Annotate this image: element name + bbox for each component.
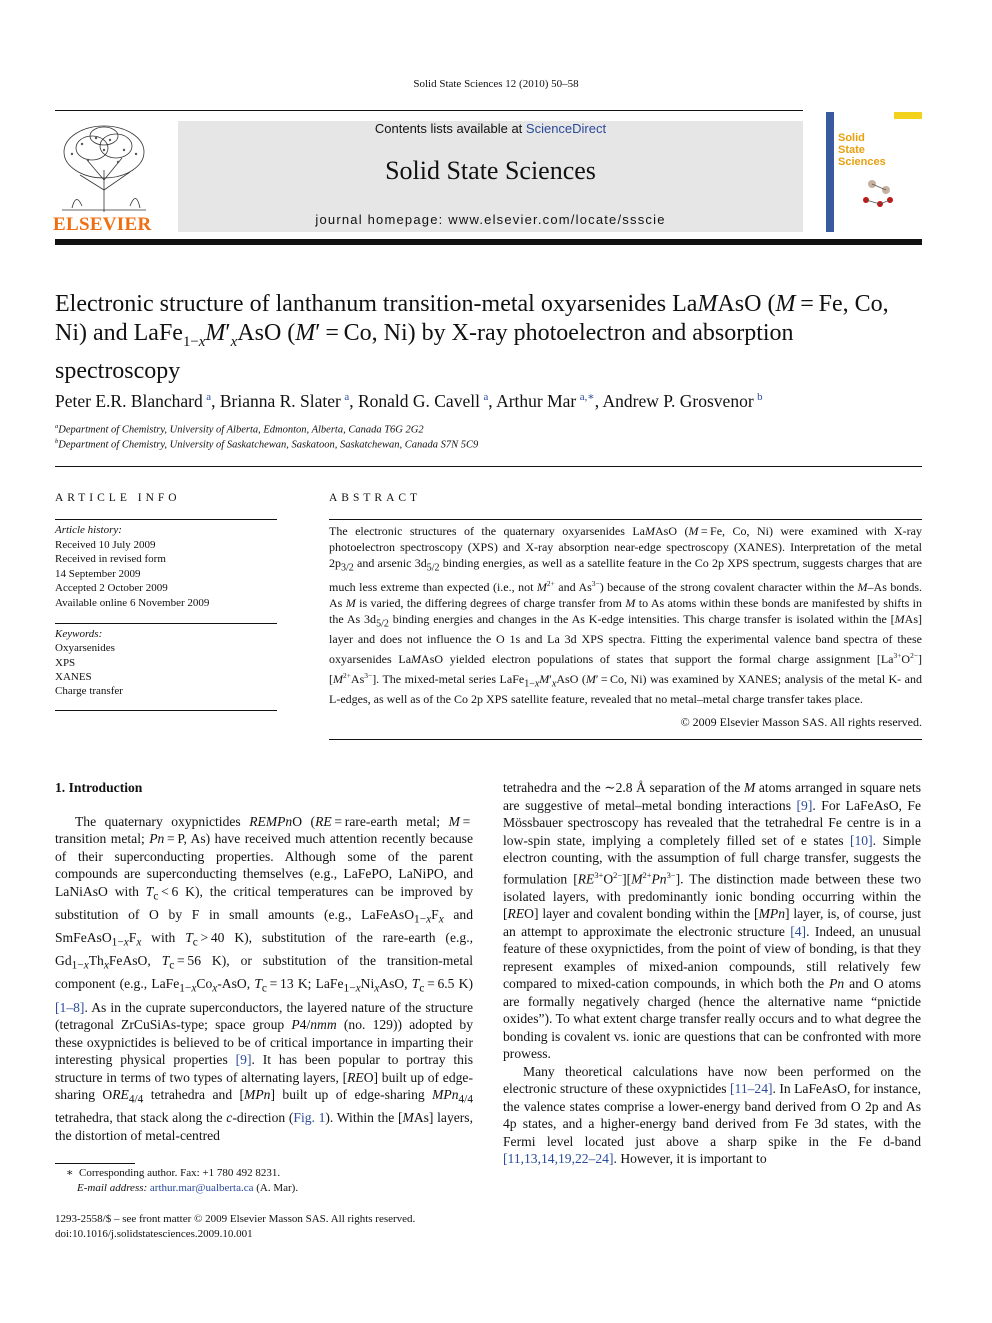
author [496, 391, 595, 411]
homepage-url[interactable]: www.elsevier.com/locate/ssscie [448, 212, 666, 227]
author-affiliation-marker[interactable]: a,∗ [579, 391, 595, 403]
author-name: Arthur Mar [496, 390, 577, 411]
email-suffix: (A. Mar). [256, 1182, 299, 1194]
article-info-rule [55, 623, 277, 624]
author-name: Brianna R. Slater [219, 390, 341, 411]
journal-cover-thumbnail [826, 112, 922, 232]
author [55, 391, 211, 411]
journal-homepage [178, 212, 803, 227]
cover-title-line: Solid [838, 132, 865, 144]
doi-line: doi:10.1016/j.solidstatesciences.2009.10.001 [55, 1227, 253, 1240]
history-label: Article history: [55, 524, 122, 536]
issn-line: 1293-2558/$ – see front matter © 2009 Elsevier Masson SAS. All rights reserved. [55, 1213, 416, 1225]
author [220, 391, 349, 411]
affiliation-marker: b [55, 438, 59, 445]
author-list: Peter E.R. Blanchard $^a$, Brianna R. Slater $^a$, Ronald G. Cavell $^a$, Arthur Mar $^{a,∗}$, Andrew P. Grosvenor $^b$ [55, 390, 763, 411]
history-line: Received in revised form [55, 553, 166, 565]
cover-title-line: State [838, 144, 865, 156]
author-affiliation-marker[interactable]: b [757, 391, 763, 403]
citation-link[interactable]: [11–24] [730, 1081, 773, 1097]
article-title: Electronic structure of lanthanum transition-metal oxyarsenides LaMAsO (M = Fe, Co, Ni) and $LaFe_{1-x}M'_xAsO$ (M′ = Co, Ni) by X-ray photoelectron and absorption spectroscopy [55, 291, 889, 384]
footnote-rule [55, 1163, 135, 1164]
citation-link[interactable]: [9] [235, 1052, 252, 1068]
author-name: Andrew P. Grosvenor [602, 390, 754, 411]
abstract-text: The electronic structures of the quaternary oxyarsenides LaMAsO (M = Fe, Co, Ni) were examined with X-ray photoelectron spectroscopy (XPS) and X-ray absorption near-edge spectroscopy (XANES). Interpretation of the metal $2p_{3/2}$ and arsenic $3d_{5/2}$ binding energies, as well as a satellite feature in the Co 2p XPS spectrum, suggests charges that are much less extreme than expected (i.e., not $M^{2+}$ and $As^{3-}$) because of the strong covalent character within the M–As bonds. As M is varied, the differing degrees of charge transfer from M to As atoms within these bonds are manifested by shifts in the As $3d_{5/2}$ binding energies and changes in the As K-edge intensities. This charge transfer is isolated within the [MAs] layer and does not influence the O 1s and La 3d XPS spectra. Fitting the experimental valence band spectra of these oxyarsenides LaMAsO yielded electron populations of states that support the formal charge assignment $[La^{3+}O^{2-}][M^{2+}As^{3-}]$. The mixed-metal series $LaFe_{1-x}M'_xAsO$ (M′ = Co, Ni) was examined by XANES; analysis of the metal K- and L-edges, as well as of the Co 2p XPS satellite feature, revealed that no metal–metal charge transfer takes place. [329, 524, 923, 707]
corresponding-author-note: ∗ Corresponding author. Fax: +1 780 492 8231. [55, 1167, 281, 1179]
citation-link[interactable]: [9] [796, 797, 813, 813]
email-link[interactable]: arthur.mar@ualberta.ca [149, 1182, 254, 1194]
contents-line [178, 121, 803, 136]
journal-title: Solid State Sciences [385, 156, 596, 185]
article-info-rule [55, 519, 277, 520]
body-paragraph: Many theoretical calculations have now been performed on the electronic structure of these oxypnictides [11–24]. In LaFeAsO, for instance, the valence states comprise a lower-energy band derived from O 2p and As 4p states, and a higher-energy band derived from Fe 3d states, with the Fermi level located just above a sharp spike in the Fe d-band [11,13,14,19,22–24]. However, it is important to [503, 1063, 922, 1167]
history-line: Accepted 2 October 2009 [55, 582, 168, 594]
body-column-left [55, 779, 473, 1144]
article-info-heading: ARTICLE INFO [55, 492, 181, 504]
keyword: Charge transfer [55, 685, 123, 698]
history-line: 14 September 2009 [55, 567, 141, 580]
affiliation-text: Department of Chemistry, University of Alberta, Edmonton, Alberta, Canada T6G 2G2 [58, 424, 424, 436]
affiliation-marker: a [55, 423, 59, 430]
elsevier-wordmark: ELSEVIER [53, 214, 152, 235]
email-label: E-mail address: [77, 1182, 148, 1194]
sciencedirect-link[interactable]: ScienceDirect [525, 121, 607, 136]
keyword: XPS [55, 656, 76, 669]
front-matter [55, 1212, 473, 1241]
keyword: Oxyarsenides [55, 642, 115, 655]
cover-title [838, 132, 886, 168]
footnotes [55, 1166, 473, 1196]
abstract-copyright: © 2009 Elsevier Masson SAS. All rights reserved. [680, 715, 922, 729]
citation-link[interactable]: [10] [849, 832, 873, 848]
keywords-label: Keywords: [55, 628, 103, 640]
abstract-rule [329, 739, 922, 740]
keywords [55, 627, 277, 698]
body-column-right [503, 779, 921, 1168]
history-line: Received 10 July 2009 [55, 538, 156, 551]
article-history [55, 523, 277, 610]
figure-link[interactable]: Fig. 1 [293, 1110, 326, 1126]
history-line: Available online 6 November 2009 [55, 596, 210, 609]
keyword: XANES [55, 670, 92, 683]
header-rule [55, 110, 803, 111]
author-affiliation-marker[interactable]: a [483, 391, 489, 403]
author-name: Peter E.R. Blanchard [55, 390, 203, 411]
header-thick-rule [55, 239, 922, 245]
citation-link[interactable]: [4] [790, 923, 807, 939]
body-paragraph: The quaternary oxypnictides REMPnO (RE = rare-earth metal; M = transition metal; Pn = P, As) have received much attention recently because of their superconducting properties. Although some of the parent compounds are superconducting themselves (e.g., LaFePO, LaNiPO, and LaNiAsO with $T_c < 6$ K), the critical temperatures can be improved by substitution of O by F in small amounts (e.g., $LaFeAsO_{1-x}F_x$ and $SmFeAsO_{1-x}F_x$ with $T_c > 40$ K), substitution of the rare-earth (e.g., $Gd_{1-x}Th_xFeAsO$, $T_c = 56$ K), or substitution of the transition-metal component (e.g., $LaFe_{1-x}Co_x$-AsO, $T_c = 13$ K; $LaFe_{1-x}Ni_xAsO$, $T_c = 6.5$ K) [1–8]. As in the cuprate superconductors, the layered nature of the structure (tetragonal ZrCuSiAs-type; space group P4/nmm (no. 129)) adopted by these oxypnictides is believed to be of critical importance in imparting their interesting physical properties [9]. It has been popular to portray this structure in terms of two types of alternating layers, [REO] built up of edge-sharing $ORE_{4/4}$ tetrahedra and [MPn] built up of edge-sharing MPn$_{4/4}$ tetrahedra, that stack along the c-direction (Fig. 1). Within the [MAs] layers, the distortion of metal-centred [55, 813, 474, 1143]
title-block-rule [55, 466, 922, 467]
citation-link[interactable]: [1–8] [55, 999, 85, 1015]
affiliation-a [55, 423, 424, 436]
affiliation-b [55, 438, 478, 451]
citation-link[interactable]: [11,13,14,19,22–24] [503, 1151, 614, 1167]
email-note [55, 1181, 473, 1196]
author [358, 391, 488, 411]
author-affiliation-marker[interactable]: a [344, 391, 350, 403]
abstract-heading: ABSTRACT [329, 492, 422, 504]
body-paragraph: tetrahedra and the ∼2.8 Å separation of the M atoms arranged in square nets are suggestive of metal–metal bonding interactions [9]. For LaFeAsO, Fe Mössbauer spectroscopy has revealed that the tetrahedral Fe centre is in a low-spin state, implying a completely filled set of e states [10]. Simple electron counting, with the assumption of full charge transfer, suggests the formulation $[RE^{3+}O^{2-}][M^{2+}Pn^{3-}]$. The distinction made between these two isolated layers, with predominantly ionic bonding occurring within the [REO] layer and covalent bonding within the [MPn] layer, is, of course, just an attempt to approximate the electronic structure [4]. Indeed, an unusual feature of these oxypnictides, from the point of view of bonding, is that they represent examples of mixed-anion compounds, still relatively few compared to mixed-cation compounds, in which both the Pn and O atoms are formally negatively charged (hence the alternative name “pnictide oxides”). To what extent charge transfer really occurs and to what degree the bonding is covalent vs. ionic are questions that can be confronted with more prowess. [503, 780, 922, 1062]
article-info-rule [55, 710, 277, 711]
author-affiliation-marker[interactable]: a [206, 391, 212, 403]
corresponding-author-text: Corresponding author. Fax: +1 780 492 8231. [78, 1167, 281, 1179]
author-name: Ronald G. Cavell [357, 390, 480, 411]
affiliation-text: Department of Chemistry, University of Saskatchewan, Saskatoon, Saskatchewan, Canada S7N 5C9 [58, 439, 479, 451]
abstract-rule [329, 519, 922, 520]
contents-prefix: Contents lists available at [374, 121, 526, 136]
homepage-prefix: journal homepage: [315, 212, 449, 227]
cover-title-line: Sciences [838, 156, 886, 168]
author [602, 391, 762, 411]
section-heading: 1. Introduction [55, 780, 143, 795]
journal-citation: Solid State Sciences 12 (2010) 50–58 [413, 78, 579, 90]
